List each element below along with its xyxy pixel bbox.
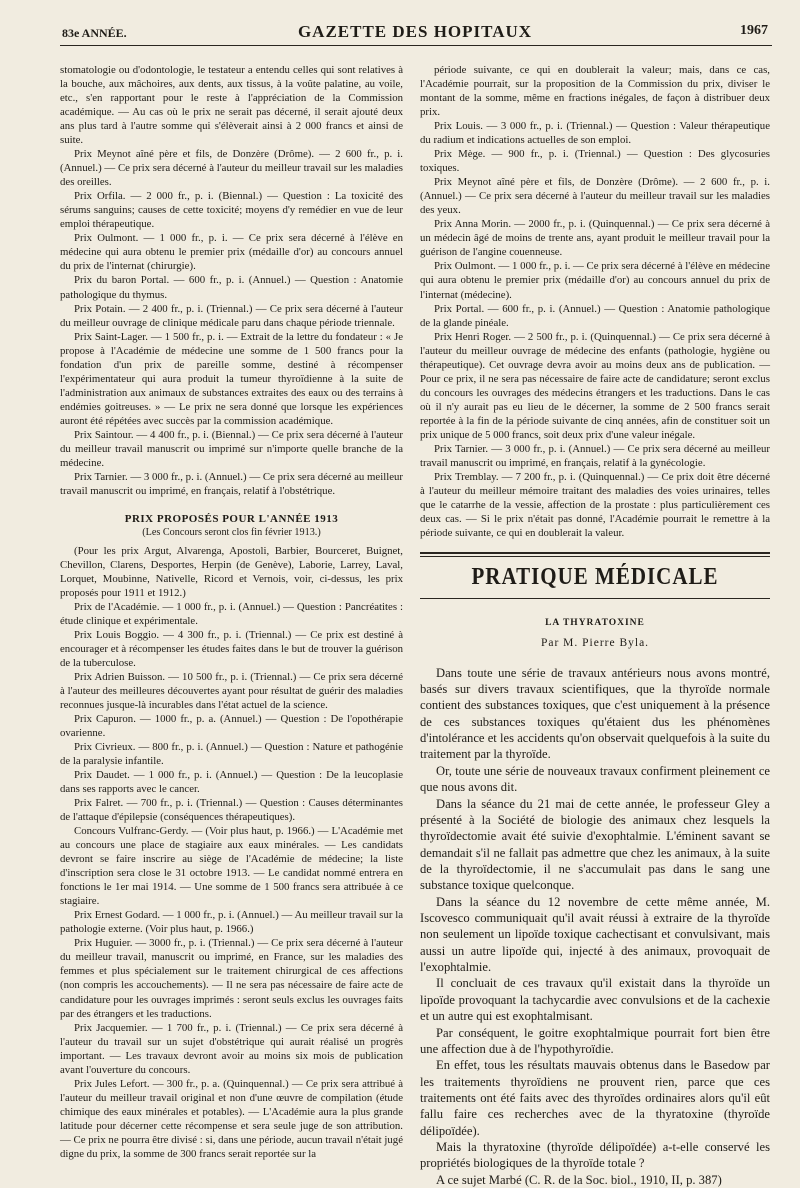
banner-title: PRATIQUE MÉDICALE xyxy=(471,562,719,590)
article-body xyxy=(420,665,770,1188)
paragraph: Prix Jules Lefort. — 300 fr., p. a. (Quinquennal.) — Ce prix sera attribué à l'auteur du meilleur travail original et non d'une œuvre de compilation (étude chimique des eaux minérales et potables). — L'Académie aura la plus grande latitude pour décerner cette récompense et sera seule juge de son attribution. — Ce prix ne pourra être divisé : si, dans une période, aucun travail n'était jugé digne du prix, la somme de 300 francs serait reportée sur la xyxy=(60,1077,403,1160)
paragraph: Prix de l'Académie. — 1 000 fr., p. i. (Annuel.) — Question : Pancréatites : étude clinique et expérimentale. xyxy=(60,600,403,627)
paragraph: Prix Meynot aîné père et fils, de Donzère (Drôme). — 2 600 fr., p. i. (Annuel.) — Ce prix sera décerné à l'auteur du meilleur travail sur les maladies des oreilles. xyxy=(60,148,403,189)
journal-title: GAZETTE DES HOPITAUX xyxy=(297,22,533,41)
paragraph: Prix Daudet. — 1 000 fr., p. i. (Annuel.) — Question : De la leucoplasie dans ses rapports avec le cancer. xyxy=(60,769,403,796)
section-banner xyxy=(420,552,770,599)
paragraph: Prix Capuron. — 1000 fr., p. a. (Annuel.) — Question : De l'opothérapie ovarienne. xyxy=(60,712,403,739)
paragraph: Concours Vulfranc-Gerdy. — (Voir plus haut, p. 1966.) — L'Académie met au concours une place de stagiaire aux eaux minérales. — Les candidats devront se faire inscrire au siège de l'Académie de médecine; la liste d'inscription sera close le 31 octobre 1913. — Le candidat nommé entrera en fonctions le 1er mai 1914. — Une somme de 1 500 francs sera attribuée à ce stagiaire. xyxy=(60,825,403,908)
paragraph: (Pour les prix Argut, Alvarenga, Apostoli, Barbier, Bourceret, Buignet, Chevillon, Clarens, Desportes, Herpin (de Genève), Laborie, Larrey, Laval, Lorquet, Moubinne, Nativelle, Ricord et Vernois, voir, ci-dessus, les prix proposés pour 1911 et 1912.) xyxy=(60,544,403,599)
left-prize-list xyxy=(60,63,403,498)
paragraph: Prix Huguier. — 3000 fr., p. i. (Triennal.) — Ce prix sera décerné à l'auteur du meilleur travail, manuscrit ou imprimé, en France, sur les maladies des femmes et plus spécialement sur le traitement chirurgical de ces affections (non compris les accouchements). — Il ne sera pas nécessaire de faire acte de candidature pour les ouvrages imprimés : seront seuls exclus les ouvrages faits par des étrangers et les traductions. xyxy=(60,937,403,1020)
paragraph: Prix Civrieux. — 800 fr., p. i. (Annuel.) — Question : Nature et pathogénie de la paralysie infantile. xyxy=(60,740,403,767)
paragraph: Prix Saintour. — 4 400 fr., p. i. (Biennal.) — Ce prix sera décerné à l'auteur du meilleur travail manuscrit ou imprimé sur n'importe quelle branche de la médecine. xyxy=(60,428,403,469)
paragraph: Prix Mège. — 900 fr., p. i. (Triennal.) — Question : Des glycosuries toxiques. xyxy=(420,148,770,175)
section-subtitle: (Les Concours seront clos fin février 1913.) xyxy=(142,527,321,539)
edition-label: 83e ANNÉE. xyxy=(62,26,127,40)
paragraph: A ce sujet Marbé (C. R. de la Soc. biol., 1910, II, p. 387) xyxy=(436,1172,722,1187)
running-header xyxy=(62,22,768,46)
paragraph: Prix Portal. — 600 fr., p. i. (Annuel.) — Question : Anatomie pathologique de la glande pinéale. xyxy=(420,302,770,329)
left-prize-list-1913 xyxy=(60,544,403,1161)
paragraph: Prix du baron Portal. — 600 fr., p. i. (Annuel.) — Question : Anatomie pathologique du thymus. xyxy=(60,274,403,301)
paragraph: Il concluait de ces travaux qu'il existait dans la thyroïde un lipoïde provoquant la tachycardie avec convulsions et de la cachexie et un autre qui est exophtalmisant. xyxy=(420,976,770,1024)
article-author: Par M. Pierre Byla. xyxy=(540,636,650,649)
paragraph: période suivante, ce qui en doublerait la valeur; mais, dans ce cas, l'Académie pourrait, sur la proposition de la Commission du prix, diviser le montant de la somme, même en fractions inégales, de façon à distribuer deux prix. xyxy=(420,64,770,119)
page-number: 1967 xyxy=(740,23,768,38)
paragraph: stomatologie ou d'odontologie, le testateur a entendu celles qui sont relatives à la bouche, aux mâchoires, aux dents, aux tissus, à la voûte palatine, au voile, etc., s'en rapportant pour le reste à l'appréciation de la Commission académique. — Au cas où le prix ne serait pas décerné, il serait ajouté deux ans plus tard à l'autre somme qui s'élèverait ainsi à 2 000 francs et ainsi de suite. xyxy=(60,64,403,147)
article-title: LA THYRATOXINE xyxy=(545,618,645,629)
paragraph: Prix Louis. — 3 000 fr., p. i. (Triennal.) — Question : Valeur thérapeutique du radium et indications actuelles de son emploi. xyxy=(420,120,770,147)
paragraph: Par conséquent, le goitre exophtalmique pourrait fort bien être une affection due à de l'hypothyroïdie. xyxy=(420,1025,770,1056)
paragraph: Prix Potain. — 2 400 fr., p. i. (Triennal.) — Ce prix sera décerné à l'auteur du meilleur ouvrage de clinique médicale paru dans chaque période triennale. xyxy=(60,302,403,329)
paragraph: Dans la séance du 12 novembre de cette même année, M. Iscovesco communiquait qu'il avait réussi à extraire de la thyroïde non seulement un lipoïde toxique cachectisant et convulsivant, mais aussi un autre lipoïde qui, injecté à des animaux, provoquait de l'exophtalmie. xyxy=(420,894,770,975)
right-column xyxy=(420,63,770,1188)
paragraph: Mais la thyratoxine (thyroïde délipoïdée) a-t-elle conservé les propriétés biologiques de la thyroïde totale ? xyxy=(420,1140,770,1171)
paragraph: Prix Meynot aîné père et fils, de Donzère (Drôme). — 2 600 fr., p. i. (Annuel.) — Ce prix sera décerné à l'auteur du meilleur travail sur les maladies des yeux. xyxy=(420,176,770,217)
paragraph: Prix Oulmont. — 1 000 fr., p. i. — Ce prix sera décerné à l'élève en médecine qui aura obtenu le premier prix (médaille d'or) au concours annuel du prix de l'internat (médecine). xyxy=(420,260,770,301)
paragraph: Prix Falret. — 700 fr., p. i. (Triennal.) — Question : Causes déterminantes de l'attaque d'épilepsie (conséquences thérapeutiques). xyxy=(60,797,403,824)
header-rule xyxy=(60,45,772,46)
paragraph: Prix Tarnier. — 3 000 fr., p. i. (Annuel.) — Ce prix sera décerné au meilleur travail manuscrit ou imprimé, en français, relatif à l'obstétrique. xyxy=(60,470,403,497)
paragraph: Prix Louis Boggio. — 4 300 fr., p. i. (Triennal.) — Ce prix est destiné à encourager et à récompenser les études faites dans le but de trouver la guérison de la tuberculose. xyxy=(60,628,403,669)
paragraph: Prix Tarnier. — 3 000 fr., p. i. (Annuel.) — Ce prix sera décerné au meilleur travail manuscrit ou imprimé, en français, relatif à la gynécologie. xyxy=(420,442,770,469)
paragraph: Or, toute une série de nouveaux travaux confirment pleinement ce que nous avons dit. xyxy=(420,763,770,795)
paragraph: Prix Saint-Lager. — 1 500 fr., p. i. — Extrait de la lettre du fondateur : « Je propose à l'Académie de médecine une somme de 1 500 francs pour la fondation d'un prix de pareille somme, destiné à récompenser l'expérimentateur qui aura produit la tumeur thyroïdienne à la suite de l'administration aux animaux de substances extraites des eaux ou des terrains à endémies goitreuses. » — Le prix ne sera donné que lorsque les expériences auront été répétées avec succès par la commission académique. xyxy=(60,330,403,427)
paragraph: Prix Adrien Buisson. — 10 500 fr., p. i. (Triennal.) — Ce prix sera décerné à l'auteur des meilleures découvertes ayant pour résultat de guérir des maladies reconnues jusque-là incurables dans l'état actuel de la science. xyxy=(60,670,403,711)
paragraph: Prix Oulmont. — 1 000 fr., p. i. — Ce prix sera décerné à l'élève en médecine qui aura obtenu le premier prix (médaille d'or) au concours annuel du prix de l'internat (chirurgie). xyxy=(60,232,403,273)
paragraph: Dans toute une série de travaux antérieurs nous avons montré, basés sur divers travaux scientifiques, que la thyroïde normale contient des substances toxiques, que c'est uniquement à la présence de ces substances toxiques qu'étaient dus les phénomènes d'intolérance et les accidents qu'on observait quelquefois à la suite du traitement par la thyroïde. xyxy=(420,665,770,762)
paragraph: En effet, tous les résultats mauvais obtenus dans le Basedow par les traitements thyroïdiens ne prouvent rien, parce que ces traitements ont été faits avec des thyroïdes ordinaires alors qu'il eût fallu faire ces recherches avec de la thyratoxine (thyroïde délipoïdée). xyxy=(420,1058,770,1138)
right-prize-list xyxy=(420,63,770,540)
paragraph: Dans la séance du 21 mai de cette année, le professeur Gley a présenté à la Société de biologie des animaux chez lesquels la thyroïdectomie avait été suivie d'exophtalmie. L'éminent savant se demandait s'il ne fallait pas admettre que chez les animaux, à la suite de la thyroïdectomie, il ne s'accumulait pas dans le sang une substance toxique quelconque. xyxy=(420,796,770,893)
paragraph: Prix Henri Roger. — 2 500 fr., p. i. (Quinquennal.) — Ce prix sera décerné à l'auteur du meilleur ouvrage de médecine des enfants (pathologie, hygiène ou thérapeutique). Cet ouvrage devra avoir au moins deux ans de publication. — Pour ce prix, il ne sera pas nécessaire de faire acte de candidature; seront exclus du concours les ouvrages des médecins étrangers et les traductions. Dans le cas où il n'y aurait pas eu lieu de le décerner, la somme de 2 500 francs serait reportée à la fin de la période suivante de cinq années, afin de constituer soit un prix unique de 5 000 francs, soit deux prix d'une valeur inégale. xyxy=(420,330,770,441)
paragraph: Prix Anna Morin. — 2000 fr., p. i. (Quinquennal.) — Ce prix sera décerné à un médecin âgé de moins de trente ans, ayant produit le meilleur travail pour la guérison de l'angine couenneuse. xyxy=(420,218,770,259)
left-column xyxy=(60,63,403,1161)
paragraph: Prix Jacquemier. — 1 700 fr., p. i. (Triennal.) — Ce prix sera décerné à l'auteur du travail sur un sujet d'obstétrique qui aurait réalisé un progrès important. — Les travaux devront avoir au moins six mois de publication avant l'ouverture du concours. xyxy=(60,1021,403,1076)
paragraph: Prix Ernest Godard. — 1 000 fr., p. i. (Annuel.) — Au meilleur travail sur la pathologie externe. (Voir plus haut, p. 1966.) xyxy=(60,909,403,936)
paragraph: Prix Tremblay. — 7 200 fr., p. i. (Quinquennal.) — Ce prix doit être décerné à l'auteur du meilleur mémoire traitant des maladies des voies urinaires, telles que le catarrhe de la vessie, affection de la prostate : plus particulièrement ces deux cas. — Si le prix n'était pas donné, l'Académie pourrait le remettre à la période suivante, ce qui en doublerait la valeur. xyxy=(420,470,770,540)
paragraph: Prix Orfila. — 2 000 fr., p. i. (Biennal.) — Question : La toxicité des sérums sanguins; causes de cette toxicité; moyens d'y remédier en vue de leur emploi thérapeutique. xyxy=(60,190,403,231)
section-title: PRIX PROPOSÉS POUR L'ANNÉE 1913 xyxy=(124,512,339,525)
